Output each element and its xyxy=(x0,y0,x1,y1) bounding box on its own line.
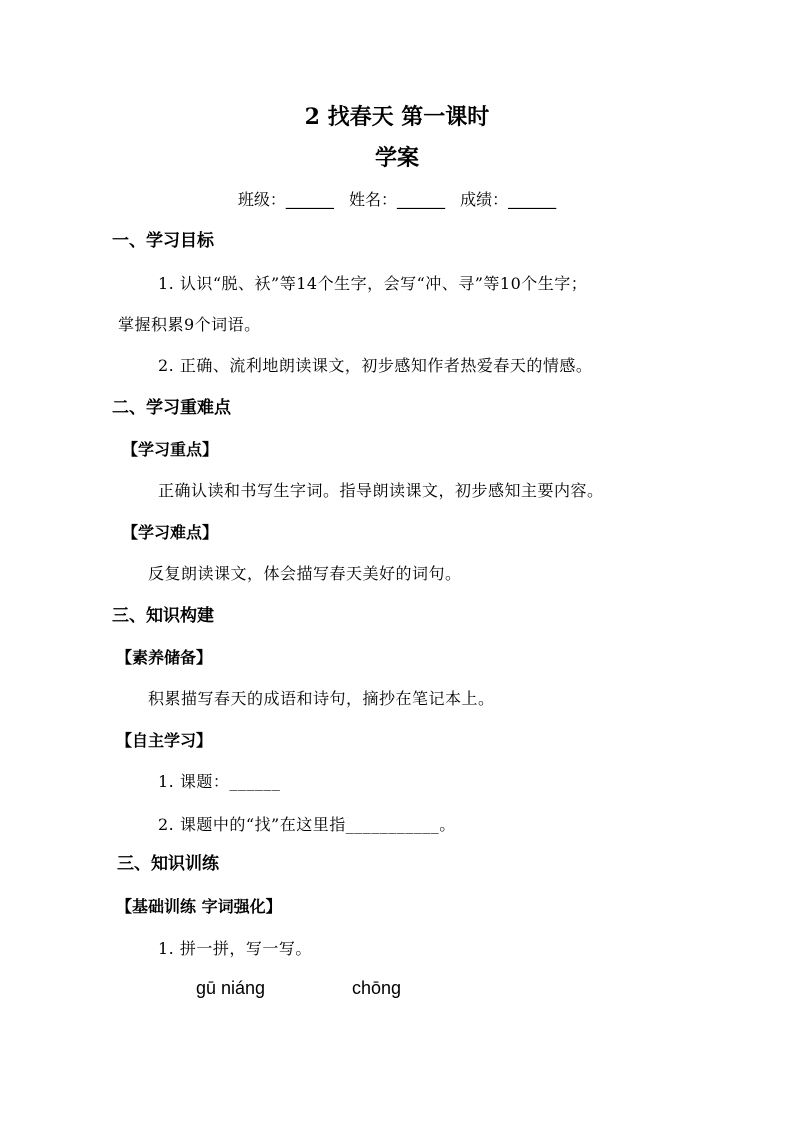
section-heading-learning-goals: 一、学习目标 xyxy=(112,231,214,251)
section-heading-knowledge-build: 三、知识构建 xyxy=(112,606,214,626)
info-row xyxy=(0,192,794,208)
label-reserve: 【素养储备】 xyxy=(116,648,213,667)
label-difficult-point: 【学习难点】 xyxy=(122,523,219,542)
goal-1-line-2: 掌握积累9个词语。 xyxy=(118,315,261,334)
label-basic-training: 【基础训练 字词强化】 xyxy=(116,897,282,916)
key-point-text: 正确认读和书写生字词。指导朗读课文，初步感知主要内容。 xyxy=(158,481,604,500)
page-title: 2 找春天 第一课时 xyxy=(304,104,490,130)
section-heading-knowledge-training: 三、知识训练 xyxy=(117,854,219,874)
pinyin-guniang: gū niáng xyxy=(196,978,266,998)
label-key-point: 【学习重点】 xyxy=(122,440,219,459)
class-field: 班级：______ xyxy=(237,190,334,209)
section-heading-key-points: 二、学习重难点 xyxy=(112,398,231,418)
self-study-q2: 2. 课题中的“找”在这里指___________。 xyxy=(158,815,456,834)
goal-2: 2. 正确、流利地朗读课文，初步感知作者热爱春天的情感。 xyxy=(158,356,593,375)
training-q1: 1. 拼一拼，写一写。 xyxy=(158,939,312,958)
name-field: 姓名：______ xyxy=(348,190,445,209)
self-study-q1: 1. 课题：______ xyxy=(158,772,281,791)
score-field: 成绩：______ xyxy=(460,190,557,209)
difficult-point-text: 反复朗读课文，体会描写春天美好的词句。 xyxy=(148,564,462,583)
label-self-study: 【自主学习】 xyxy=(116,731,213,750)
page-subtitle: 学案 xyxy=(374,145,419,171)
goal-1-line-1: 1. 认识“脱、袄”等14个生字，会写“冲、寻”等10个生字； xyxy=(158,274,588,293)
reserve-text: 积累描写春天的成语和诗句，摘抄在笔记本上。 xyxy=(148,689,495,708)
pinyin-chong: chōng xyxy=(352,978,402,998)
